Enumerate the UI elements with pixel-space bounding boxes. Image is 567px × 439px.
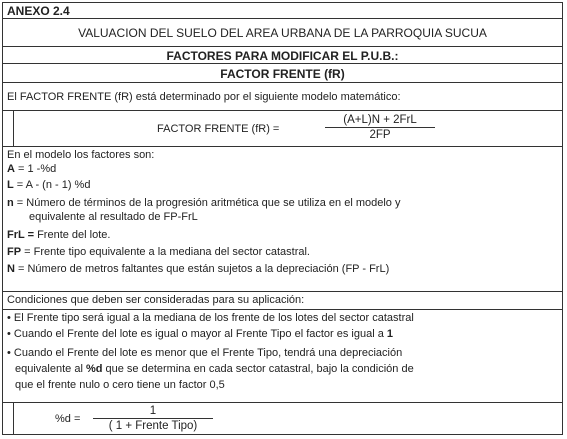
factor-frl xyxy=(7,229,110,241)
condition-text: que el frente nulo o cero tiene un factor 0,5 xyxy=(15,379,225,391)
formula-lhs: FACTOR FRENTE (fR) = xyxy=(157,123,280,135)
condition-text: Cuando el Frente del lote es menor que el Frente Tipo, tendrá una depreciación xyxy=(13,347,403,359)
pct-formula-row xyxy=(3,403,562,434)
section-heading-row xyxy=(3,47,562,64)
formula-denominator: 2FP xyxy=(369,129,391,141)
factor-frl-text: Frente del lote. xyxy=(34,229,111,241)
condition-text: equivalente al xyxy=(15,363,86,375)
title-row xyxy=(3,19,562,47)
condition-text: El Frente tipo será igual a la mediana de los frente de los lotes del sector catastral xyxy=(13,312,414,324)
factor-n-upper-text: = Número de metros faltantes que están sujetos a la depreciación (FP - FrL) xyxy=(14,263,390,275)
intro-row xyxy=(3,83,562,111)
factor-a xyxy=(7,163,56,175)
factor-n xyxy=(7,197,400,209)
document-title: VALUACION DEL SUELO DEL AREA URBANA DE LA PARROQUIA SUCUA xyxy=(78,26,487,40)
factor-n-text: = Número de términos de la progresión aritmética que se utiliza en el modelo y xyxy=(13,197,401,209)
conditions-heading: Condiciones que deben ser consideradas para su aplicación: xyxy=(7,294,305,306)
condition-item xyxy=(7,328,393,340)
factor-n-term: n xyxy=(7,197,14,209)
factors-row xyxy=(3,147,562,292)
formula-numerator: (A+L)N + 2FrL xyxy=(325,114,435,128)
factor-fp-term: FP xyxy=(7,246,22,258)
formula-fraction xyxy=(325,114,435,141)
pct-formula-numerator: 1 xyxy=(93,405,213,419)
bullet-glyph: • xyxy=(7,328,11,340)
conditions-heading-row xyxy=(3,292,562,310)
condition-item xyxy=(7,347,402,359)
condition-text: que se determina en cada sector catastral, bajo la condición de xyxy=(102,363,414,375)
condition-item xyxy=(7,312,414,324)
factor-heading: FACTOR FRENTE (fR) xyxy=(220,67,345,81)
condition-text: Cuando el Frente del lote es igual o mayor al Frente Tipo el factor es igual a xyxy=(13,328,387,340)
factor-frl-term: FrL = xyxy=(7,229,35,241)
annex-document xyxy=(2,2,563,435)
conditions-row xyxy=(3,310,562,403)
pct-formula-left-rule xyxy=(13,403,14,434)
factor-n-upper-term: N xyxy=(7,263,15,275)
factor-a-text: = 1 -%d xyxy=(14,163,57,175)
annex-row xyxy=(3,3,562,19)
formula-row xyxy=(3,111,562,147)
section-heading: FACTORES PARA MODIFICAR EL P.U.B.: xyxy=(166,49,399,63)
factor-fp-text: = Frente tipo equivalente a la mediana del sector catastral. xyxy=(21,246,310,258)
condition-item-continued xyxy=(15,363,414,375)
condition-bold-value: 1 xyxy=(386,328,394,340)
factor-a-term: A xyxy=(7,163,15,175)
intro-text: El FACTOR FRENTE (fR) está determinado por el siguiente modelo matemático: xyxy=(7,91,401,103)
factor-n-continued xyxy=(29,211,198,223)
pct-formula-denominator: ( 1 + Frente Tipo) xyxy=(108,420,198,432)
bullet-glyph: • xyxy=(7,312,11,324)
factor-l-term: L xyxy=(7,179,14,191)
condition-bold-term: %d xyxy=(85,363,103,375)
formula-left-rule xyxy=(13,111,14,146)
pct-formula-fraction xyxy=(93,405,213,432)
factor-l-text: = A - (n - 1) %d xyxy=(13,179,91,191)
bullet-glyph: • xyxy=(7,347,11,359)
factor-n-upper xyxy=(7,263,389,275)
annex-label: ANEXO 2.4 xyxy=(7,4,70,18)
pct-formula-lhs: %d = xyxy=(55,413,81,425)
factor-l xyxy=(7,179,90,191)
factor-fp xyxy=(7,246,310,258)
condition-item-continued xyxy=(15,379,225,391)
model-intro: En el modelo los factores son: xyxy=(7,149,155,161)
factor-n-text-2: equivalente al resultado de FP-FrL xyxy=(29,211,198,223)
factor-heading-row xyxy=(3,64,562,83)
